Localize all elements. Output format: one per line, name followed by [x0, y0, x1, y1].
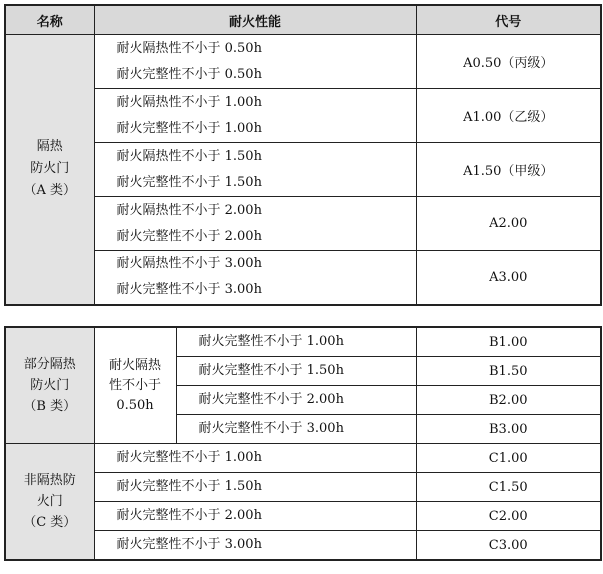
table-row: [5, 502, 601, 531]
insulation-cell: [94, 327, 176, 444]
category-line: 部分隔热: [23, 357, 76, 372]
category-line: 防火门: [30, 378, 70, 393]
category-cell-c: [5, 444, 94, 561]
performance-cell: [94, 197, 416, 251]
code-cell: C2.00: [416, 502, 601, 531]
code-cell: A1.50（甲级）: [416, 143, 601, 197]
code-cell: A0.50（丙级）: [416, 35, 601, 89]
performance-line: 耐火隔热性不小于 0.50h: [116, 40, 262, 56]
code-cell: B3.00: [416, 415, 601, 444]
performance-cell: [94, 89, 416, 143]
category-line: 火门: [36, 494, 63, 509]
performance-cell: 耐火完整性不小于 2.00h: [94, 502, 416, 531]
performance-line: 耐火隔热性不小于 1.00h: [116, 94, 262, 110]
table-row: [5, 473, 601, 502]
table-row: [5, 251, 601, 305]
performance-cell: 耐火完整性不小于 1.00h: [176, 327, 416, 357]
code-cell: B2.00: [416, 386, 601, 415]
performance-line: 耐火隔热性不小于 2.00h: [116, 202, 262, 218]
code-cell: A3.00: [416, 251, 601, 305]
category-line: 非隔热防: [23, 473, 76, 488]
code-cell: C1.00: [416, 444, 601, 473]
performance-line: 耐火完整性不小于 1.50h: [116, 174, 262, 190]
performance-cell: 耐火完整性不小于 3.00h: [176, 415, 416, 444]
performance-line: 耐火完整性不小于 1.00h: [116, 120, 262, 136]
category-cell-b: [5, 327, 94, 444]
category-line: 隔热: [36, 139, 63, 155]
performance-line: 耐火完整性不小于 3.00h: [116, 282, 262, 298]
code-cell: A2.00: [416, 197, 601, 251]
insulation-line: 性不小于: [108, 377, 161, 393]
table-row: [5, 35, 601, 89]
performance-cell: 耐火完整性不小于 1.00h: [94, 444, 416, 473]
table-row: [5, 197, 601, 251]
table-row: [5, 89, 601, 143]
category-line: （B 类）: [23, 399, 77, 414]
performance-cell: 耐火完整性不小于 2.00h: [176, 386, 416, 415]
performance-cell: 耐火完整性不小于 1.50h: [176, 357, 416, 386]
performance-line: 耐火完整性不小于 2.00h: [116, 228, 262, 244]
fire-door-table-class-b-c: [4, 326, 602, 561]
insulation-line: 0.50h: [116, 397, 154, 413]
performance-line: 耐火完整性不小于 0.50h: [116, 66, 262, 82]
category-line: （A 类）: [23, 183, 77, 199]
insulation-line: 耐火隔热: [108, 357, 161, 373]
performance-line: 耐火隔热性不小于 3.00h: [116, 256, 262, 272]
performance-cell: 耐火完整性不小于 3.00h: [94, 531, 416, 561]
code-cell: B1.50: [416, 357, 601, 386]
fire-door-table-class-a: [4, 4, 602, 306]
code-cell: C3.00: [416, 531, 601, 561]
performance-cell: [94, 143, 416, 197]
category-cell-a: [5, 35, 94, 305]
code-cell: C1.50: [416, 473, 601, 502]
header-row: [5, 5, 601, 35]
performance-cell: [94, 35, 416, 89]
header-code: 代号: [416, 5, 601, 35]
code-cell: B1.00: [416, 327, 601, 357]
category-line: 防火门: [30, 161, 70, 177]
category-line: （C 类）: [23, 515, 77, 530]
performance-cell: 耐火完整性不小于 1.50h: [94, 473, 416, 502]
code-cell: A1.00（乙级）: [416, 89, 601, 143]
table-row: [5, 531, 601, 561]
header-name: 名称: [5, 5, 94, 35]
table-row: [5, 143, 601, 197]
performance-cell: [94, 251, 416, 305]
table-row: [5, 327, 601, 357]
table-row: [5, 444, 601, 473]
performance-line: 耐火隔热性不小于 1.50h: [116, 148, 262, 164]
header-performance: 耐火性能: [94, 5, 416, 35]
